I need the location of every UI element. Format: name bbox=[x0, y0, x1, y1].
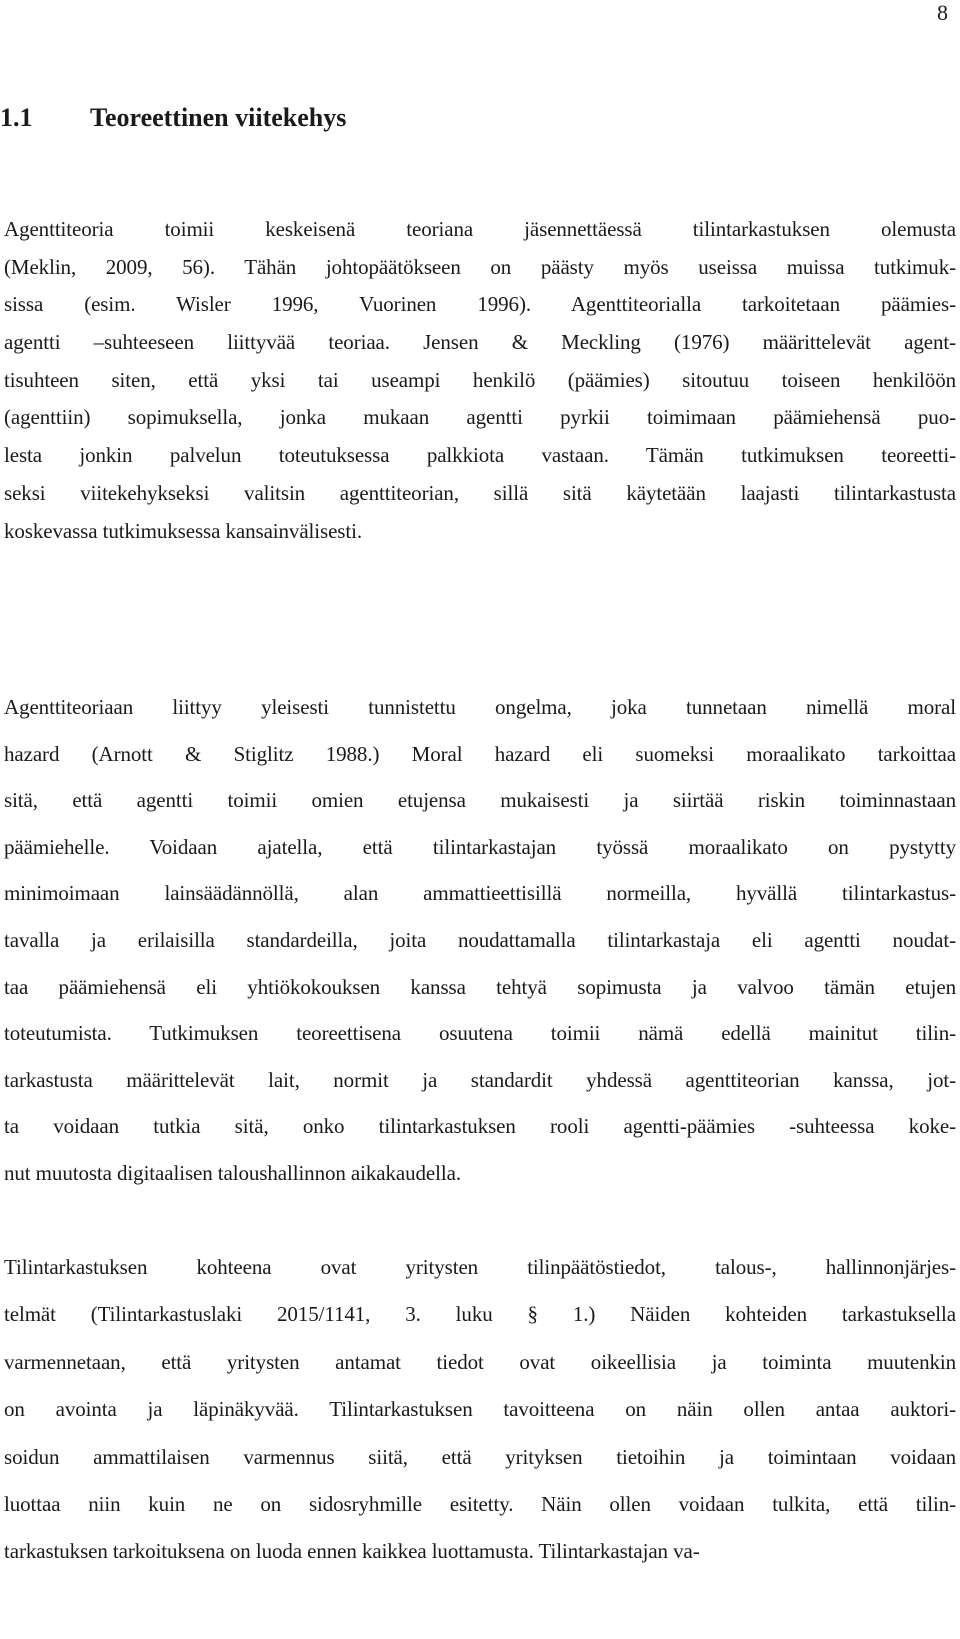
text-line: Agenttiteoria toimii keskeisenä teoriana jäsennettäessä tilintarkastuksen olemusta bbox=[4, 217, 956, 241]
text-line: tavalla ja erilaisilla standardeilla, joita noudattamalla tilintarkastaja eli agentti noudat- bbox=[4, 927, 956, 952]
text-line: (agenttiin) sopimuksella, jonka mukaan agentti pyrkii toimimaan päämiehensä puo- bbox=[4, 405, 956, 430]
text-line: tarkastusta määrittelevät lait, normit ja standardit yhdessä agenttiteorian kanssa, jot- bbox=[4, 1067, 956, 1092]
section-heading bbox=[0, 98, 346, 138]
text-line: koskevassa tutkimuksessa kansainvälisesti. bbox=[4, 518, 362, 543]
paragraph-agency-theory bbox=[4, 211, 956, 550]
text-line: taa päämiehensä eli yhtiökokouksen kanssa tehtyä sopimusta ja valvoo tämän etujen bbox=[4, 974, 956, 999]
section-number: 1.1 bbox=[0, 103, 33, 132]
text-line: tisuhteen siten, että yksi tai useampi henkilö (päämies) sitoutuu toiseen henkilöön bbox=[4, 367, 956, 392]
page-number: 8 bbox=[937, 0, 948, 25]
text-line: telmät (Tilintarkastuslaki 2015/1141, 3. luku § 1.) Näiden kohteiden tarkastuksella bbox=[4, 1302, 956, 1327]
text-line: luottaa niin kuin ne on sidosryhmille esitetty. Näin ollen voidaan tulkita, että tilin- bbox=[4, 1491, 956, 1516]
text-line: sitä, että agentti toimii omien etujensa mukaisesti ja siirtää riskin toiminnastaan bbox=[4, 788, 956, 813]
section-title: Teoreettinen viitekehys bbox=[90, 103, 347, 132]
text-line: seksi viitekehykseksi valitsin agenttiteorian, sillä sitä käytetään laajasti tilintarkastusta bbox=[4, 480, 956, 505]
text-line: ta voidaan tutkia sitä, onko tilintarkastuksen rooli agentti-päämies -suhteessa koke- bbox=[4, 1114, 956, 1139]
paragraph-moral-hazard bbox=[4, 684, 956, 1197]
text-line: minimoimaan lainsäädännöllä, alan ammattieettisillä normeilla, hyvällä tilintarkastus- bbox=[4, 881, 956, 906]
paragraph-audit-objects bbox=[4, 1244, 956, 1576]
text-line: nut muutosta digitaalisen taloushallinnon aikakaudella. bbox=[4, 1160, 461, 1185]
text-line: tarkastuksen tarkoituksena on luoda ennen kaikkea luottamusta. Tilintarkastajan va- bbox=[4, 1539, 700, 1564]
text-line: (Meklin, 2009, 56). Tähän johtopäätökseen on päästy myös useissa muissa tutkimuk- bbox=[4, 254, 956, 279]
text-line: sissa (esim. Wisler 1996, Vuorinen 1996). Agenttiteorialla tarkoitetaan päämies- bbox=[4, 292, 956, 317]
text-line: lesta jonkin palvelun toteutuksessa palkkiota vastaan. Tämän tutkimuksen teoreetti- bbox=[4, 443, 956, 468]
text-line: toteutumista. Tutkimuksen teoreettisena osuutena toimii nämä edellä mainitut tilin- bbox=[4, 1021, 956, 1046]
text-line: on avointa ja läpinäkyvää. Tilintarkastuksen tavoitteena on näin ollen antaa auktori- bbox=[4, 1397, 956, 1422]
text-line: päämiehelle. Voidaan ajatella, että tilintarkastajan työssä moraalikato on pystytty bbox=[4, 834, 956, 859]
text-line: Agenttiteoriaan liittyy yleisesti tunnistettu ongelma, joka tunnetaan nimellä moral bbox=[4, 695, 956, 719]
text-line: agentti –suhteeseen liittyvää teoriaa. Jensen & Meckling (1976) määrittelevät agent- bbox=[4, 330, 956, 355]
text-line: Tilintarkastuksen kohteena ovat yritysten tilinpäätöstiedot, talous-, hallinnonjärjes- bbox=[4, 1255, 956, 1279]
text-line: hazard (Arnott & Stiglitz 1988.) Moral hazard eli suomeksi moraalikato tarkoittaa bbox=[4, 741, 956, 766]
text-line: varmennetaan, että yritysten antamat tiedot ovat oikeellisia ja toiminta muutenkin bbox=[4, 1349, 956, 1374]
text-line: soidun ammattilaisen varmennus siitä, että yrityksen tietoihin ja toimintaan voidaan bbox=[4, 1444, 956, 1469]
